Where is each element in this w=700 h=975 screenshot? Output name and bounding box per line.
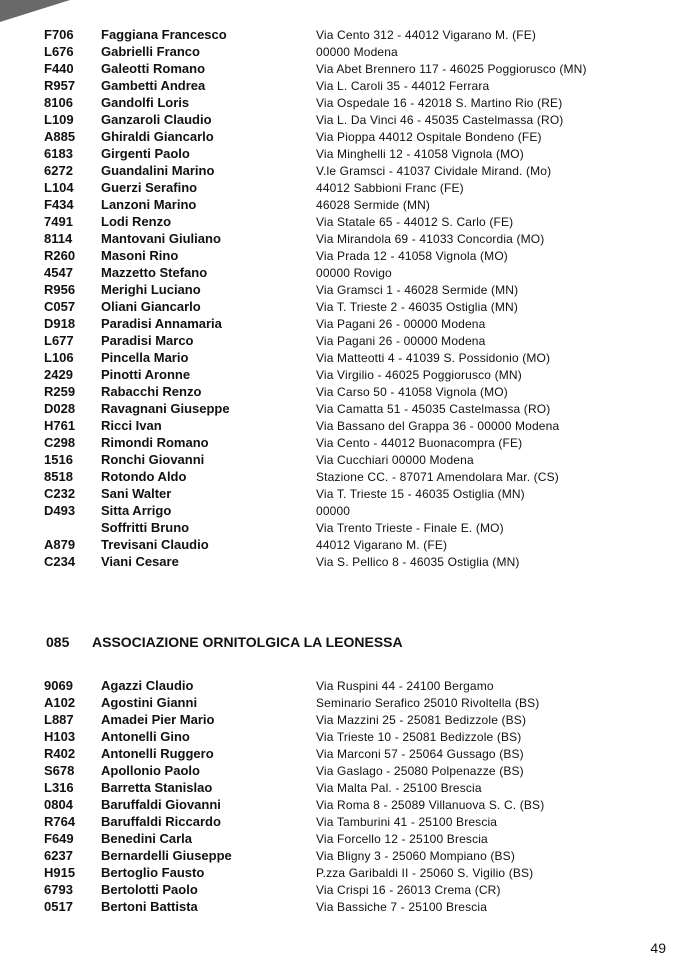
member-row xyxy=(44,298,644,315)
member-code: R260 xyxy=(44,248,76,263)
member-row xyxy=(44,711,644,728)
member-row xyxy=(44,728,644,745)
member-row xyxy=(44,898,644,915)
page-number: 49 xyxy=(650,940,666,956)
member-address: Via Statale 65 - 44012 S. Carlo (FE) xyxy=(316,214,514,229)
member-row xyxy=(44,694,644,711)
member-address: 00000 Rovigo xyxy=(316,265,392,280)
member-name: Ravagnani Giuseppe xyxy=(101,401,230,416)
member-row xyxy=(44,366,644,383)
member-name: Rotondo Aldo xyxy=(101,469,187,484)
member-address: Stazione CC. - 87071 Amendolara Mar. (CS) xyxy=(316,469,559,484)
member-address: Via Tamburini 41 - 25100 Brescia xyxy=(316,814,498,829)
member-code: 6183 xyxy=(44,146,73,161)
member-address: Via Matteotti 4 - 41039 S. Possidonio (MO) xyxy=(316,350,551,365)
member-name: Gandolfi Loris xyxy=(101,95,190,110)
member-name: Mantovani Giuliano xyxy=(101,231,221,246)
member-name: Pinotti Aronne xyxy=(101,367,191,382)
member-row xyxy=(44,830,644,847)
member-row xyxy=(44,94,644,111)
member-address: Via Mirandola 69 - 41033 Concordia (MO) xyxy=(316,231,545,246)
member-address: Via Roma 8 - 25089 Villanuova S. C. (BS) xyxy=(316,797,545,812)
member-row xyxy=(44,519,644,536)
member-name: Rimondi Romano xyxy=(101,435,209,450)
member-name: Merighi Luciano xyxy=(101,282,201,297)
member-code: A879 xyxy=(44,537,76,552)
member-address: Via Malta Pal. - 25100 Brescia xyxy=(316,780,482,795)
member-name: Galeotti Romano xyxy=(101,61,206,76)
member-row xyxy=(44,745,644,762)
member-row xyxy=(44,813,644,830)
member-row xyxy=(44,111,644,128)
member-address: Via Ospedale 16 - 42018 S. Martino Rio (RE) xyxy=(316,95,563,110)
member-name: Trevisani Claudio xyxy=(101,537,209,552)
member-row xyxy=(44,281,644,298)
member-address: Via Abet Brennero 117 - 46025 Poggiorusco (MN) xyxy=(316,61,587,76)
member-name: Barretta Stanislao xyxy=(101,780,213,795)
member-code: D028 xyxy=(44,401,76,416)
member-code: 8114 xyxy=(44,231,73,246)
member-name: Paradisi Marco xyxy=(101,333,194,348)
member-row xyxy=(44,128,644,145)
member-name: Ghiraldi Giancarlo xyxy=(101,129,214,144)
member-row xyxy=(44,349,644,366)
member-row xyxy=(44,536,644,553)
member-code: R402 xyxy=(44,746,76,761)
member-code: F649 xyxy=(44,831,74,846)
member-row xyxy=(44,332,644,349)
member-address: Via Minghelli 12 - 41058 Vignola (MO) xyxy=(316,146,524,161)
member-name: Bertoglio Fausto xyxy=(101,865,205,880)
member-code: R259 xyxy=(44,384,76,399)
member-address: Via Ruspini 44 - 24100 Bergamo xyxy=(316,678,494,693)
member-address: Via Prada 12 - 41058 Vignola (MO) xyxy=(316,248,508,263)
member-name: Benedini Carla xyxy=(101,831,193,846)
member-address: Via Pioppa 44012 Ospitale Bondeno (FE) xyxy=(316,129,542,144)
member-name: Bertolotti Paolo xyxy=(101,882,198,897)
member-name: Mazzetto Stefano xyxy=(101,265,208,280)
member-address: Via L. Da Vinci 46 - 45035 Castelmassa (RO) xyxy=(316,112,564,127)
member-row xyxy=(44,881,644,898)
member-address: Via Trento Trieste - Finale E. (MO) xyxy=(316,520,504,535)
member-address: Via Virgilio - 46025 Poggiorusco (MN) xyxy=(316,367,522,382)
member-code: L104 xyxy=(44,180,74,195)
member-list-top xyxy=(44,26,644,570)
member-name: Agazzi Claudio xyxy=(101,678,194,693)
member-code: D493 xyxy=(44,503,76,518)
member-address: Via T. Trieste 15 - 46035 Ostiglia (MN) xyxy=(316,486,525,501)
member-row xyxy=(44,451,644,468)
member-code: L676 xyxy=(44,44,74,59)
member-row xyxy=(44,847,644,864)
member-name: Masoni Rino xyxy=(101,248,179,263)
member-address: 46028 Sermide (MN) xyxy=(316,197,431,212)
member-row xyxy=(44,43,644,60)
member-code: A885 xyxy=(44,129,76,144)
member-name: Viani Cesare xyxy=(101,554,179,569)
member-address: Via Gramsci 1 - 46028 Sermide (MN) xyxy=(316,282,519,297)
member-name: Agostini Gianni xyxy=(101,695,198,710)
member-address: Via Cento 312 - 44012 Vigarano M. (FE) xyxy=(316,27,537,42)
member-name: Soffritti Bruno xyxy=(101,520,190,535)
member-name: Ronchi Giovanni xyxy=(101,452,205,467)
member-address: Via Bligny 3 - 25060 Mompiano (BS) xyxy=(316,848,515,863)
member-code: C234 xyxy=(44,554,76,569)
member-address: Via Trieste 10 - 25081 Bedizzole (BS) xyxy=(316,729,522,744)
member-address: 44012 Sabbioni Franc (FE) xyxy=(316,180,464,195)
member-name: Ricci Ivan xyxy=(101,418,162,433)
member-code: R957 xyxy=(44,78,76,93)
member-name: Bernardelli Giuseppe xyxy=(101,848,232,863)
member-name: Bertoni Battista xyxy=(101,899,198,914)
member-code: L316 xyxy=(44,780,74,795)
member-address: 44012 Vigarano M. (FE) xyxy=(316,537,448,552)
member-row xyxy=(44,162,644,179)
member-row xyxy=(44,468,644,485)
member-address: Via Cucchiari 00000 Modena xyxy=(316,452,474,467)
member-row xyxy=(44,502,644,519)
member-code: 9069 xyxy=(44,678,73,693)
member-name: Antonelli Ruggero xyxy=(101,746,214,761)
member-name: Baruffaldi Giovanni xyxy=(101,797,221,812)
member-name: Oliani Giancarlo xyxy=(101,299,201,314)
member-row xyxy=(44,864,644,881)
member-address: Seminario Serafico 25010 Rivoltella (BS) xyxy=(316,695,540,710)
member-name: Guerzi Serafino xyxy=(101,180,198,195)
member-list-bottom xyxy=(44,677,644,915)
member-name: Gambetti Andrea xyxy=(101,78,206,93)
member-name: Amadei Pier Mario xyxy=(101,712,215,727)
member-code: 8106 xyxy=(44,95,73,110)
member-code: C057 xyxy=(44,299,76,314)
scan-corner-mark xyxy=(0,0,70,22)
section-number: 085 xyxy=(46,634,70,650)
member-address: P.zza Garibaldi II - 25060 S. Vigilio (BS) xyxy=(316,865,534,880)
member-row xyxy=(44,400,644,417)
member-name: Sani Walter xyxy=(101,486,172,501)
member-name: Lodi Renzo xyxy=(101,214,172,229)
member-row xyxy=(44,796,644,813)
member-name: Lanzoni Marino xyxy=(101,197,197,212)
member-address: Via Pagani 26 - 00000 Modena xyxy=(316,316,486,331)
member-address: Via Camatta 51 - 45035 Castelmassa (RO) xyxy=(316,401,551,416)
member-code: F706 xyxy=(44,27,74,42)
member-address: Via T. Trieste 2 - 46035 Ostiglia (MN) xyxy=(316,299,519,314)
member-code: 4547 xyxy=(44,265,73,280)
member-code: A102 xyxy=(44,695,76,710)
member-row xyxy=(44,553,644,570)
member-code: 1516 xyxy=(44,452,73,467)
member-row xyxy=(44,26,644,43)
member-code: C232 xyxy=(44,486,76,501)
member-name: Guandalini Marino xyxy=(101,163,215,178)
member-row xyxy=(44,60,644,77)
member-address: 00000 Modena xyxy=(316,44,398,59)
member-code: C298 xyxy=(44,435,76,450)
member-name: Baruffaldi Riccardo xyxy=(101,814,221,829)
member-code: 6237 xyxy=(44,848,73,863)
member-name: Apollonio Paolo xyxy=(101,763,200,778)
member-address: Via Mazzini 25 - 25081 Bedizzole (BS) xyxy=(316,712,527,727)
section-heading xyxy=(46,634,403,650)
member-name: Paradisi Annamaria xyxy=(101,316,222,331)
member-address: Via L. Caroli 35 - 44012 Ferrara xyxy=(316,78,490,93)
member-address: Via Bassano del Grappa 36 - 00000 Modena xyxy=(316,418,560,433)
member-name: Rabacchi Renzo xyxy=(101,384,202,399)
member-name: Pincella Mario xyxy=(101,350,189,365)
member-name: Faggiana Francesco xyxy=(101,27,227,42)
member-address: Via Pagani 26 - 00000 Modena xyxy=(316,333,486,348)
member-row xyxy=(44,315,644,332)
member-address: Via Carso 50 - 41058 Vignola (MO) xyxy=(316,384,508,399)
member-address: Via S. Pellico 8 - 46035 Ostiglia (MN) xyxy=(316,554,520,569)
member-row xyxy=(44,417,644,434)
member-code: 6793 xyxy=(44,882,73,897)
member-code: F440 xyxy=(44,61,74,76)
member-code: 7491 xyxy=(44,214,73,229)
member-code: D918 xyxy=(44,316,76,331)
member-row xyxy=(44,230,644,247)
member-code: R956 xyxy=(44,282,76,297)
member-row xyxy=(44,145,644,162)
member-name: Ganzaroli Claudio xyxy=(101,112,212,127)
member-code: 2429 xyxy=(44,367,73,382)
member-row xyxy=(44,677,644,694)
member-row xyxy=(44,485,644,502)
member-code: H915 xyxy=(44,865,76,880)
member-name: Girgenti Paolo xyxy=(101,146,190,161)
member-name: Gabrielli Franco xyxy=(101,44,200,59)
member-code: L109 xyxy=(44,112,74,127)
member-row xyxy=(44,434,644,451)
member-row xyxy=(44,762,644,779)
member-code: L106 xyxy=(44,350,74,365)
member-code: F434 xyxy=(44,197,74,212)
member-code: S678 xyxy=(44,763,75,778)
member-code: 6272 xyxy=(44,163,73,178)
member-address: 00000 xyxy=(316,503,351,518)
member-code: H103 xyxy=(44,729,76,744)
member-address: Via Gaslago - 25080 Polpenazze (BS) xyxy=(316,763,524,778)
member-code: L887 xyxy=(44,712,74,727)
member-row xyxy=(44,77,644,94)
member-row xyxy=(44,247,644,264)
member-row xyxy=(44,264,644,281)
member-address: Via Forcello 12 - 25100 Brescia xyxy=(316,831,488,846)
member-code: 0804 xyxy=(44,797,73,812)
member-name: Antonelli Gino xyxy=(101,729,190,744)
member-address: Via Bassiche 7 - 25100 Brescia xyxy=(316,899,488,914)
member-code: L677 xyxy=(44,333,74,348)
member-address: V.le Gramsci - 41037 Cividale Mirand. (Mo) xyxy=(316,163,552,178)
member-address: Via Marconi 57 - 25064 Gussago (BS) xyxy=(316,746,524,761)
member-code: 8518 xyxy=(44,469,73,484)
member-address: Via Crispi 16 - 26013 Crema (CR) xyxy=(316,882,501,897)
member-row xyxy=(44,213,644,230)
member-code: 0517 xyxy=(44,899,73,914)
member-address: Via Cento - 44012 Buonacompra (FE) xyxy=(316,435,523,450)
section-title: ASSOCIAZIONE ORNITOLGICA LA LEONESSA xyxy=(92,634,403,650)
member-name: Sitta Arrigo xyxy=(101,503,172,518)
member-code: R764 xyxy=(44,814,76,829)
member-row xyxy=(44,779,644,796)
member-code: H761 xyxy=(44,418,76,433)
member-row xyxy=(44,383,644,400)
member-row xyxy=(44,196,644,213)
member-row xyxy=(44,179,644,196)
